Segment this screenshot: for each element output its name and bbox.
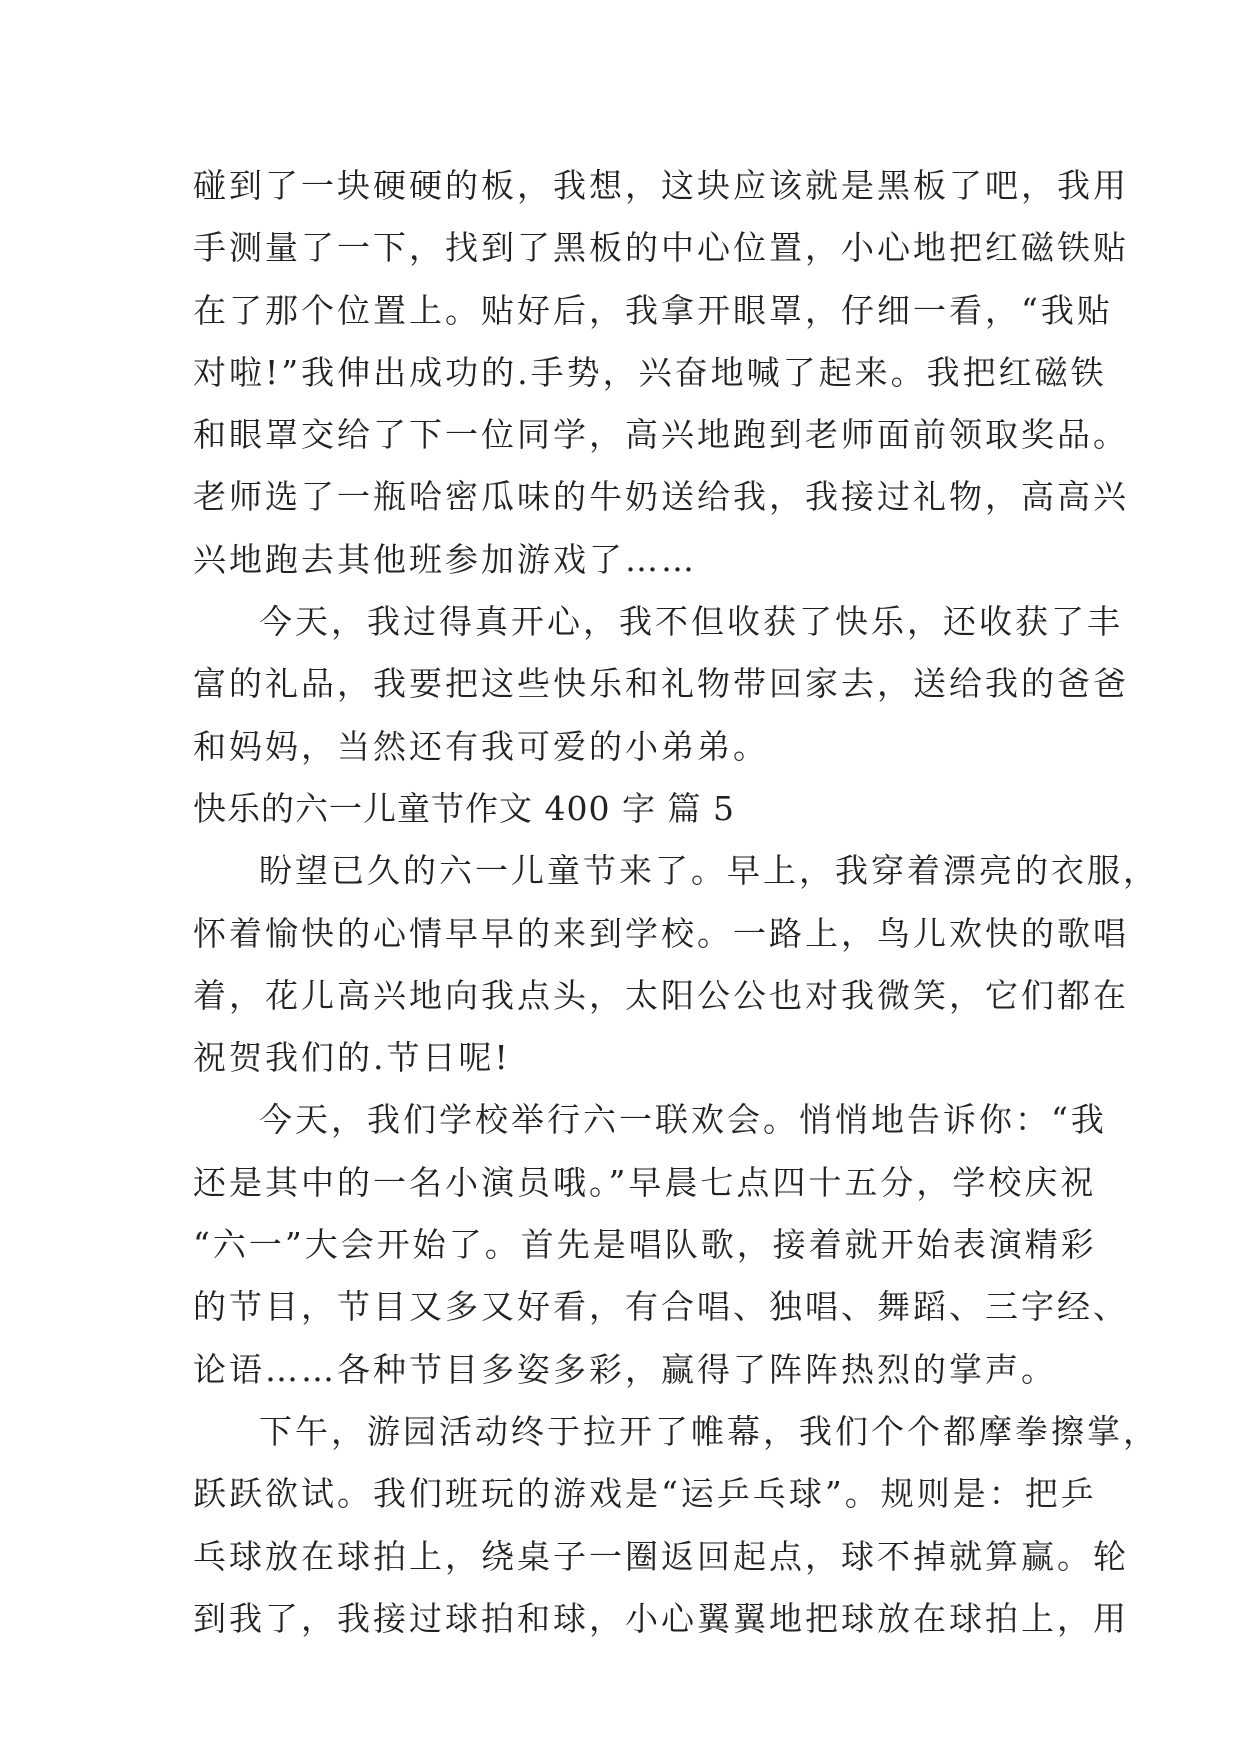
text-line: 富的礼品，我要把这些快乐和礼物带回家去，送给我的爸爸 xyxy=(193,664,1129,704)
text-line: 怀着愉快的心情早早的来到学校。一路上，鸟儿欢快的歌唱 xyxy=(193,913,1129,953)
text-line: 下午，游园活动终于拉开了帷幕，我们个个都摩拳擦掌， xyxy=(259,1411,1159,1451)
text-line: 对啦!”我伸出成功的.手势，兴奋地喊了起来。我把红磁铁 xyxy=(193,352,1107,392)
text-line: 手测量了一下，找到了黑板的中心位置，小心地把红磁铁贴 xyxy=(193,228,1129,268)
text-line: 论语……各种节目多姿多彩，赢得了阵阵热烈的掌声。 xyxy=(193,1349,1057,1389)
text-line: 盼望已久的六一儿童节来了。早上，我穿着漂亮的衣服， xyxy=(259,851,1159,891)
text-line: 兴地跑去其他班参加游戏了…… xyxy=(193,539,697,579)
section-heading: 快乐的六一儿童节作文 400 字 篇 5 xyxy=(193,788,735,828)
text-line: “六一”大会开始了。首先是唱队歌，接着就开始表演精彩 xyxy=(193,1225,1097,1265)
text-line: 在了那个位置上。贴好后，我拿开眼罩，仔细一看，“我贴 xyxy=(193,290,1113,330)
text-line: 跃跃欲试。我们班玩的游戏是“运乒乓球”。规则是：把乒 xyxy=(193,1474,1097,1514)
text-line: 碰到了一块硬硬的板，我想，这块应该就是黑板了吧，我用 xyxy=(193,166,1129,205)
text-line: 还是其中的一名小演员哦。”早晨七点四十五分，学校庆祝 xyxy=(193,1162,1097,1202)
text-line: 老师选了一瓶哈密瓜味的牛奶送给我，我接过礼物，高高兴 xyxy=(193,477,1129,517)
text-line: 祝贺我们的.节日呢! xyxy=(193,1038,511,1078)
document-body xyxy=(193,155,1159,1650)
text-line: 今天，我们学校举行六一联欢会。悄悄地告诉你：“我 xyxy=(259,1100,1107,1140)
text-line: 乓球放在球拍上，绕桌子一圈返回起点，球不掉就算赢。轮 xyxy=(193,1536,1129,1576)
text-line: 今天，我过得真开心，我不但收获了快乐，还收获了丰 xyxy=(259,602,1123,642)
text-line: 和妈妈，当然还有我可爱的小弟弟。 xyxy=(193,726,769,766)
text-line: 的节目，节目又多又好看，有合唱、独唱、舞蹈、三字经、 xyxy=(193,1287,1129,1327)
text-line: 到我了，我接过球拍和球，小心翼翼地把球放在球拍上，用 xyxy=(193,1598,1129,1638)
text-line: 着，花儿高兴地向我点头，太阳公公也对我微笑，它们都在 xyxy=(193,975,1129,1015)
text-line: 和眼罩交给了下一位同学，高兴地跑到老师面前领取奖品。 xyxy=(193,415,1129,455)
